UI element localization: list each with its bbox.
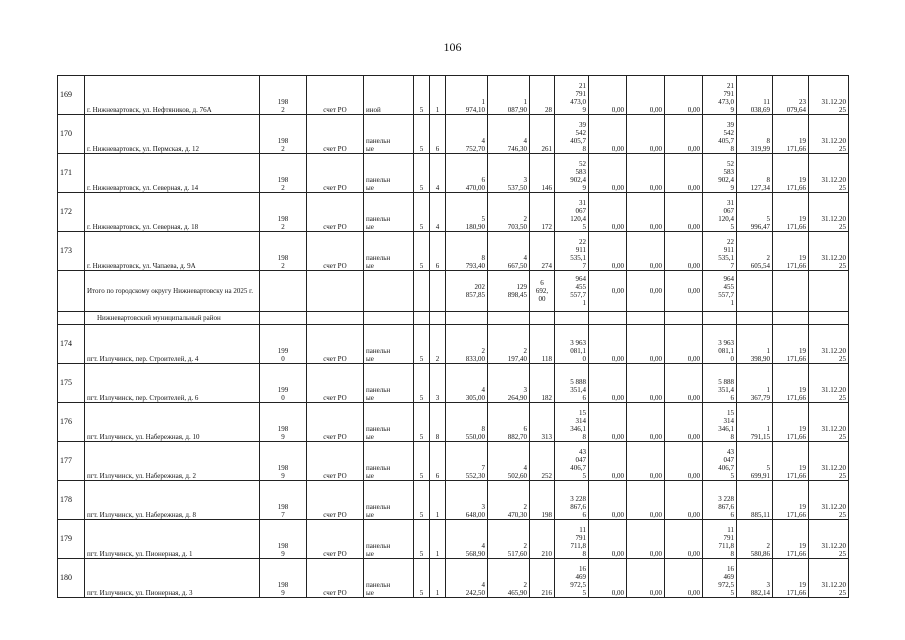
- table-row: [58, 115, 849, 154]
- limit-cost-cell: 19 171,66: [773, 325, 809, 364]
- empty-cell: [488, 312, 530, 325]
- material-cell: панельн ые: [364, 232, 414, 271]
- total-row: [58, 271, 849, 312]
- limit-cost-cell: 19 171,66: [773, 232, 809, 271]
- table-row: [58, 520, 849, 559]
- total-label: Итого по городскому округу Нижневартовску на 2025 г.: [85, 271, 260, 312]
- floors-cell: 5: [414, 403, 430, 442]
- source-cell: счет РО: [307, 115, 364, 154]
- cost-cell: 16 469 972,5 5: [555, 559, 589, 598]
- residents-cell: 216: [530, 559, 555, 598]
- residents-cell: 146: [530, 154, 555, 193]
- limit-cost-cell: 19 171,66: [773, 481, 809, 520]
- living-area-cell: 2 465,90: [488, 559, 530, 598]
- fund-cell: 0,00: [589, 481, 627, 520]
- fund-cell: 0,00: [589, 76, 627, 115]
- area-cell: 5 180,90: [446, 193, 488, 232]
- empty-cell: [307, 312, 364, 325]
- fund-cell: 0,00: [589, 115, 627, 154]
- year-cell: 198 2: [260, 193, 307, 232]
- entrances-cell: 8: [430, 403, 446, 442]
- year-cell: 198 2: [260, 154, 307, 193]
- empty-cell: [627, 312, 665, 325]
- year-cell: 198 7: [260, 481, 307, 520]
- residents-cell: 210: [530, 520, 555, 559]
- deadline-cell: 31.12.20 25: [809, 520, 849, 559]
- row-number: 173: [58, 232, 85, 271]
- total-cost: 964 455 557,7 1: [555, 271, 589, 312]
- floors-cell: 5: [414, 193, 430, 232]
- unit-cost-cell: 5 996,47: [737, 193, 773, 232]
- area-cell: 4 568,90: [446, 520, 488, 559]
- empty-cell: [260, 312, 307, 325]
- living-area-cell: 4 502,60: [488, 442, 530, 481]
- total-cost-cell: 3 228 867,6 6: [703, 481, 737, 520]
- row-number: 179: [58, 520, 85, 559]
- table-row: [58, 442, 849, 481]
- deadline-cell: 31.12.20 25: [809, 115, 849, 154]
- row-number: 177: [58, 442, 85, 481]
- area-cell: 2 833,00: [446, 325, 488, 364]
- floors-cell: 5: [414, 364, 430, 403]
- total-sum: 964 455 557,7 1: [703, 271, 737, 312]
- section-row: [58, 312, 849, 325]
- material-cell: панельн ые: [364, 442, 414, 481]
- owners-cell: 0,00: [665, 403, 703, 442]
- empty-cell: [809, 312, 849, 325]
- year-cell: 198 9: [260, 442, 307, 481]
- floors-cell: 5: [414, 442, 430, 481]
- deadline-cell: 31.12.20 25: [809, 364, 849, 403]
- empty-cell: [364, 312, 414, 325]
- unit-cost-cell: 1 367,79: [737, 364, 773, 403]
- total-cost-cell: 52 583 902,4 9: [703, 154, 737, 193]
- floors-cell: 5: [414, 115, 430, 154]
- unit-cost-cell: 1 398,90: [737, 325, 773, 364]
- empty-cell: [589, 312, 627, 325]
- total-residents: 6 692, 00: [530, 271, 555, 312]
- total-budget: 0,00: [627, 271, 665, 312]
- address-cell: г. Нижневартовск, ул. Чапаева, д. 9А: [85, 232, 260, 271]
- limit-cost-cell: 19 171,66: [773, 364, 809, 403]
- limit-cost-cell: 23 079,64: [773, 76, 809, 115]
- row-number: 172: [58, 193, 85, 232]
- limit-cost-cell: 19 171,66: [773, 154, 809, 193]
- empty-cell: [430, 271, 446, 312]
- total-owners: 0,00: [665, 271, 703, 312]
- material-cell: иной: [364, 76, 414, 115]
- unit-cost-cell: 11 038,69: [737, 76, 773, 115]
- budget-cell: 0,00: [627, 442, 665, 481]
- owners-cell: 0,00: [665, 559, 703, 598]
- page-number: 106: [443, 40, 462, 54]
- cost-cell: 11 791 711,8 8: [555, 520, 589, 559]
- year-cell: 199 0: [260, 325, 307, 364]
- material-cell: панельн ые: [364, 403, 414, 442]
- row-number: 175: [58, 364, 85, 403]
- total-cost-cell: 39 542 405,7 8: [703, 115, 737, 154]
- total-cost-cell: 11 791 711,8 8: [703, 520, 737, 559]
- row-number: 178: [58, 481, 85, 520]
- source-cell: счет РО: [307, 481, 364, 520]
- budget-cell: 0,00: [627, 115, 665, 154]
- fund-cell: 0,00: [589, 325, 627, 364]
- area-cell: 7 552,30: [446, 442, 488, 481]
- empty-cell: [446, 312, 488, 325]
- owners-cell: 0,00: [665, 232, 703, 271]
- entrances-cell: 1: [430, 559, 446, 598]
- fund-cell: 0,00: [589, 364, 627, 403]
- deadline-cell: 31.12.20 25: [809, 559, 849, 598]
- cost-cell: 43 047 406,7 5: [555, 442, 589, 481]
- deadline-cell: 31.12.20 25: [809, 442, 849, 481]
- year-cell: 198 9: [260, 520, 307, 559]
- cost-cell: 21 791 473,0 9: [555, 76, 589, 115]
- material-cell: панельн ые: [364, 364, 414, 403]
- floors-cell: 5: [414, 154, 430, 193]
- source-cell: счет РО: [307, 559, 364, 598]
- limit-cost-cell: 19 171,66: [773, 442, 809, 481]
- total-area: 202 857,85: [446, 271, 488, 312]
- budget-cell: 0,00: [627, 559, 665, 598]
- empty-cell: [58, 271, 85, 312]
- fund-cell: 0,00: [589, 154, 627, 193]
- total-cost-cell: 43 047 406,7 5: [703, 442, 737, 481]
- empty-cell: [809, 271, 849, 312]
- limit-cost-cell: 19 171,66: [773, 193, 809, 232]
- cost-cell: 5 888 351,4 6: [555, 364, 589, 403]
- cost-cell: 31 067 120,4 5: [555, 193, 589, 232]
- material-cell: панельн ые: [364, 325, 414, 364]
- material-cell: панельн ые: [364, 115, 414, 154]
- total-living-area: 129 898,45: [488, 271, 530, 312]
- cost-cell: 3 228 867,6 6: [555, 481, 589, 520]
- empty-cell: [737, 312, 773, 325]
- address-cell: пгт. Излучинск, ул. Пионерная, д. 3: [85, 559, 260, 598]
- material-cell: панельн ые: [364, 520, 414, 559]
- residents-cell: 182: [530, 364, 555, 403]
- address-cell: пгт. Излучинск, пер. Строителей, д. 4: [85, 325, 260, 364]
- table-row: [58, 559, 849, 598]
- entrances-cell: 1: [430, 76, 446, 115]
- area-cell: 8 550,00: [446, 403, 488, 442]
- source-cell: счет РО: [307, 325, 364, 364]
- empty-cell: [737, 271, 773, 312]
- fund-cell: 0,00: [589, 520, 627, 559]
- row-number: 171: [58, 154, 85, 193]
- living-area-cell: 4 746,30: [488, 115, 530, 154]
- residents-cell: 274: [530, 232, 555, 271]
- owners-cell: 0,00: [665, 442, 703, 481]
- budget-cell: 0,00: [627, 481, 665, 520]
- table-row: [58, 364, 849, 403]
- address-cell: пгт. Излучинск, пер. Строителей, д. 6: [85, 364, 260, 403]
- total-cost-cell: 31 067 120,4 5: [703, 193, 737, 232]
- material-cell: панельн ые: [364, 154, 414, 193]
- year-cell: 198 9: [260, 559, 307, 598]
- unit-cost-cell: 2 605,54: [737, 232, 773, 271]
- total-cost-cell: 15 314 346,1 8: [703, 403, 737, 442]
- owners-cell: 0,00: [665, 154, 703, 193]
- living-area-cell: 2 703,50: [488, 193, 530, 232]
- budget-cell: 0,00: [627, 520, 665, 559]
- table-row: [58, 325, 849, 364]
- floors-cell: 5: [414, 232, 430, 271]
- unit-cost-cell: 8 319,99: [737, 115, 773, 154]
- area-cell: 4 242,50: [446, 559, 488, 598]
- table-row: [58, 481, 849, 520]
- deadline-cell: 31.12.20 25: [809, 403, 849, 442]
- entrances-cell: 6: [430, 442, 446, 481]
- entrances-cell: 2: [430, 325, 446, 364]
- unit-cost-cell: 1 791,15: [737, 403, 773, 442]
- register-table: [57, 75, 849, 598]
- row-number: 174: [58, 325, 85, 364]
- cost-cell: 3 963 081,1 0: [555, 325, 589, 364]
- table-row: [58, 154, 849, 193]
- table-row: [58, 76, 849, 115]
- section-title: Нижневартовский муниципальный район: [85, 312, 260, 325]
- entrances-cell: 6: [430, 115, 446, 154]
- address-cell: пгт. Излучинск, ул. Набережная, д. 2: [85, 442, 260, 481]
- owners-cell: 0,00: [665, 115, 703, 154]
- year-cell: 198 9: [260, 403, 307, 442]
- floors-cell: 5: [414, 325, 430, 364]
- empty-cell: [307, 271, 364, 312]
- floors-cell: 5: [414, 481, 430, 520]
- living-area-cell: 1 087,90: [488, 76, 530, 115]
- living-area-cell: 4 667,50: [488, 232, 530, 271]
- address-cell: г. Нижневартовск, ул. Северная, д. 14: [85, 154, 260, 193]
- entrances-cell: 1: [430, 520, 446, 559]
- fund-cell: 0,00: [589, 442, 627, 481]
- row-number: 170: [58, 115, 85, 154]
- source-cell: счет РО: [307, 232, 364, 271]
- empty-cell: [430, 312, 446, 325]
- entrances-cell: 4: [430, 193, 446, 232]
- budget-cell: 0,00: [627, 193, 665, 232]
- material-cell: панельн ые: [364, 481, 414, 520]
- limit-cost-cell: 19 171,66: [773, 115, 809, 154]
- address-cell: г. Нижневартовск, ул. Северная, д. 18: [85, 193, 260, 232]
- budget-cell: 0,00: [627, 325, 665, 364]
- deadline-cell: 31.12.20 25: [809, 481, 849, 520]
- table-row: [58, 193, 849, 232]
- row-number: 176: [58, 403, 85, 442]
- year-cell: 199 0: [260, 364, 307, 403]
- total-cost-cell: 5 888 351,4 6: [703, 364, 737, 403]
- area-cell: 4 305,00: [446, 364, 488, 403]
- total-cost-cell: 3 963 081,1 0: [703, 325, 737, 364]
- empty-cell: [58, 312, 85, 325]
- residents-cell: 261: [530, 115, 555, 154]
- living-area-cell: 6 882,70: [488, 403, 530, 442]
- living-area-cell: 2 197,40: [488, 325, 530, 364]
- owners-cell: 0,00: [665, 364, 703, 403]
- unit-cost-cell: 2 580,86: [737, 520, 773, 559]
- source-cell: счет РО: [307, 76, 364, 115]
- budget-cell: 0,00: [627, 76, 665, 115]
- cost-cell: 52 583 902,4 9: [555, 154, 589, 193]
- budget-cell: 0,00: [627, 403, 665, 442]
- living-area-cell: 3 537,50: [488, 154, 530, 193]
- area-cell: 6 470,00: [446, 154, 488, 193]
- total-cost-cell: 21 791 473,0 9: [703, 76, 737, 115]
- residents-cell: 198: [530, 481, 555, 520]
- source-cell: счет РО: [307, 193, 364, 232]
- table-row: [58, 232, 849, 271]
- cost-cell: 22 911 535,1 7: [555, 232, 589, 271]
- address-cell: пгт. Излучинск, ул. Набережная, д. 10: [85, 403, 260, 442]
- floors-cell: 5: [414, 520, 430, 559]
- area-cell: 4 752,70: [446, 115, 488, 154]
- address-cell: г. Нижневартовск, ул. Пермская, д. 12: [85, 115, 260, 154]
- empty-cell: [703, 312, 737, 325]
- source-cell: счет РО: [307, 154, 364, 193]
- row-number: 169: [58, 76, 85, 115]
- fund-cell: 0,00: [589, 559, 627, 598]
- floors-cell: 5: [414, 559, 430, 598]
- empty-cell: [773, 271, 809, 312]
- limit-cost-cell: 19 171,66: [773, 520, 809, 559]
- year-cell: 198 2: [260, 115, 307, 154]
- unit-cost-cell: 5 699,91: [737, 442, 773, 481]
- deadline-cell: 31.12.20 25: [809, 193, 849, 232]
- fund-cell: 0,00: [589, 403, 627, 442]
- residents-cell: 313: [530, 403, 555, 442]
- year-cell: 198 2: [260, 232, 307, 271]
- fund-cell: 0,00: [589, 232, 627, 271]
- entrances-cell: 1: [430, 481, 446, 520]
- entrances-cell: 3: [430, 364, 446, 403]
- budget-cell: 0,00: [627, 154, 665, 193]
- total-cost-cell: 22 911 535,1 7: [703, 232, 737, 271]
- empty-cell: [665, 312, 703, 325]
- owners-cell: 0,00: [665, 481, 703, 520]
- cost-cell: 15 314 346,1 8: [555, 403, 589, 442]
- entrances-cell: 4: [430, 154, 446, 193]
- residents-cell: 28: [530, 76, 555, 115]
- table-row: [58, 403, 849, 442]
- area-cell: 3 648,00: [446, 481, 488, 520]
- limit-cost-cell: 19 171,66: [773, 403, 809, 442]
- material-cell: панельн ые: [364, 559, 414, 598]
- empty-cell: [260, 271, 307, 312]
- living-area-cell: 3 264,90: [488, 364, 530, 403]
- residents-cell: 172: [530, 193, 555, 232]
- source-cell: счет РО: [307, 403, 364, 442]
- budget-cell: 0,00: [627, 232, 665, 271]
- source-cell: счет РО: [307, 520, 364, 559]
- empty-cell: [414, 312, 430, 325]
- address-cell: пгт. Излучинск, ул. Набережная, д. 8: [85, 481, 260, 520]
- source-cell: счет РО: [307, 364, 364, 403]
- entrances-cell: 6: [430, 232, 446, 271]
- deadline-cell: 31.12.20 25: [809, 232, 849, 271]
- row-number: 180: [58, 559, 85, 598]
- address-cell: г. Нижневартовск, ул. Нефтяников, д. 76А: [85, 76, 260, 115]
- empty-cell: [773, 312, 809, 325]
- deadline-cell: 31.12.20 25: [809, 76, 849, 115]
- total-fund: 0,00: [589, 271, 627, 312]
- area-cell: 8 793,40: [446, 232, 488, 271]
- empty-cell: [364, 271, 414, 312]
- limit-cost-cell: 19 171,66: [773, 559, 809, 598]
- unit-cost-cell: 885,11: [737, 481, 773, 520]
- total-cost-cell: 16 469 972,5 5: [703, 559, 737, 598]
- fund-cell: 0,00: [589, 193, 627, 232]
- unit-cost-cell: 3 882,14: [737, 559, 773, 598]
- area-cell: 1 974,10: [446, 76, 488, 115]
- floors-cell: 5: [414, 76, 430, 115]
- budget-cell: 0,00: [627, 364, 665, 403]
- material-cell: панельн ые: [364, 193, 414, 232]
- residents-cell: 252: [530, 442, 555, 481]
- owners-cell: 0,00: [665, 193, 703, 232]
- source-cell: счет РО: [307, 442, 364, 481]
- living-area-cell: 2 470,30: [488, 481, 530, 520]
- deadline-cell: 31.12.20 25: [809, 325, 849, 364]
- living-area-cell: 2 517,60: [488, 520, 530, 559]
- empty-cell: [414, 271, 430, 312]
- address-cell: пгт. Излучинск, ул. Пионерная, д. 1: [85, 520, 260, 559]
- unit-cost-cell: 8 127,34: [737, 154, 773, 193]
- deadline-cell: 31.12.20 25: [809, 154, 849, 193]
- owners-cell: 0,00: [665, 325, 703, 364]
- owners-cell: 0,00: [665, 520, 703, 559]
- cost-cell: 39 542 405,7 8: [555, 115, 589, 154]
- empty-cell: [555, 312, 589, 325]
- year-cell: 198 2: [260, 76, 307, 115]
- empty-cell: [530, 312, 555, 325]
- residents-cell: 118: [530, 325, 555, 364]
- owners-cell: 0,00: [665, 76, 703, 115]
